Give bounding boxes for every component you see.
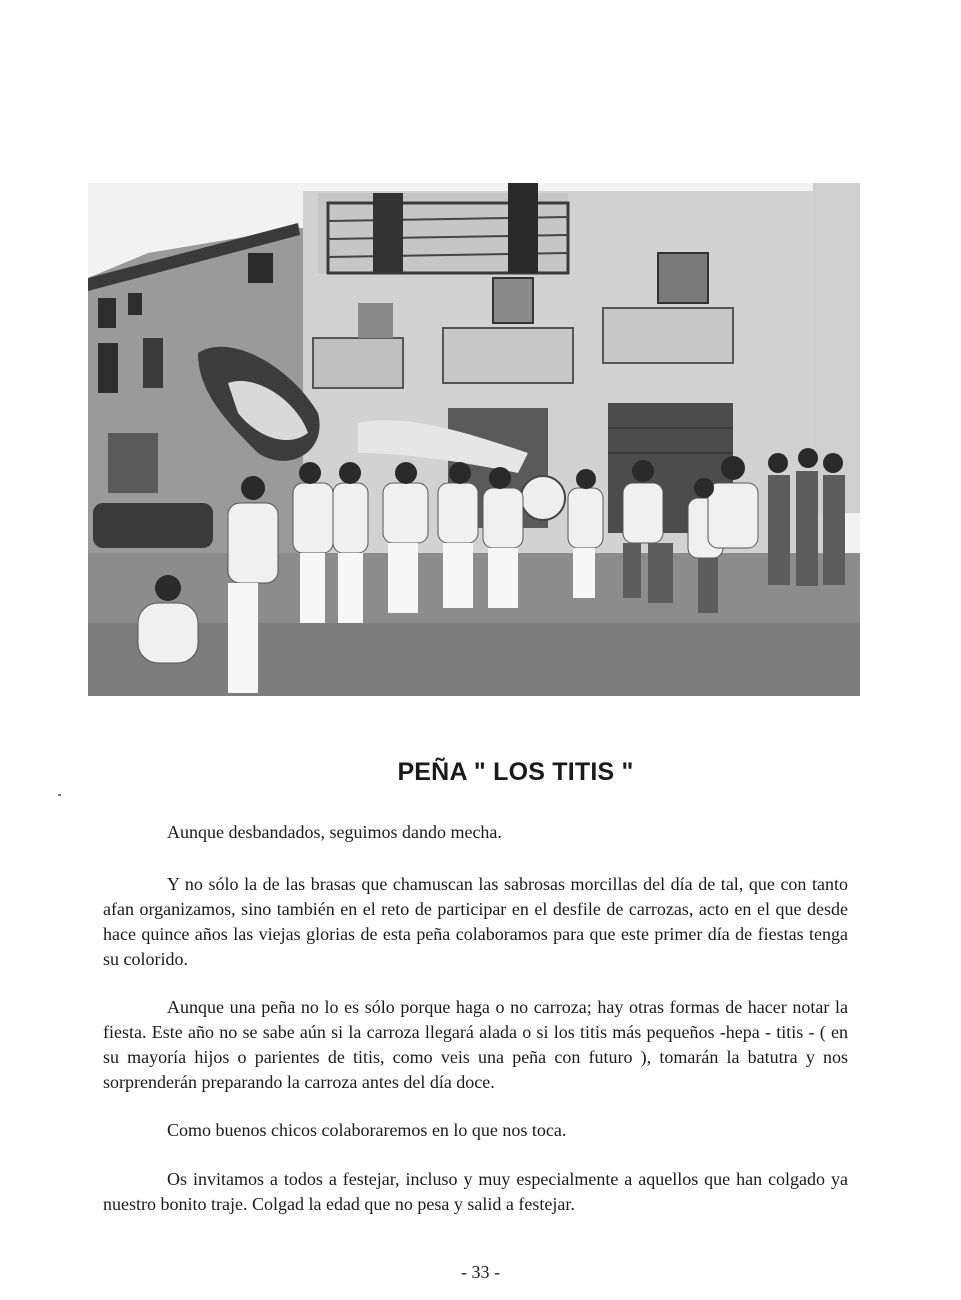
paragraph-1-text: Aunque desbandados, seguimos dando mecha. <box>167 822 502 842</box>
paragraph-5-text: Os invitamos a todos a festejar, incluso y muy especialmente a aquellos que han colgado ya nuestro bonito traje. Colgad la edad que no pesa y salid a festejar. <box>103 1169 848 1214</box>
paragraph-3 <box>103 995 848 1095</box>
paragraph-2-text: Y no sólo la de las brasas que chamuscan las sabrosas morcillas del día de tal, que con tanto afan organizamos, sino también en el reto de participar en el desfile de carrozas, acto en el que desde hace quince años las viejas glorias de esta peña colaboramos para que este primer día de fiestas tenga su colorido. <box>103 874 848 969</box>
group-photo <box>88 183 860 696</box>
paragraph-1 <box>103 820 848 845</box>
paragraph-2 <box>103 872 848 972</box>
paragraph-4-text: Como buenos chicos colaboraremos en lo que nos toca. <box>167 1120 567 1140</box>
page-title: PEÑA " LOS TITIS " <box>397 758 634 786</box>
page-speck <box>58 794 61 796</box>
photo-illustration <box>88 183 860 696</box>
paragraph-3-text: Aunque una peña no lo es sólo porque haga o no carroza; hay otras formas de hacer notar la fiesta. Este año no se sabe aún si la carroza llegará alada o si los titis más pequeños -hepa - titis - ( en su mayoría hijos o parientes de titis, como veis una peña con futuro ), tomarán la batutra y nos sorprenderán preparando la carroza antes del día doce. <box>103 997 848 1092</box>
paragraph-4 <box>103 1118 848 1143</box>
page-number: - 33 - <box>461 1262 500 1282</box>
paragraph-5 <box>103 1167 848 1217</box>
